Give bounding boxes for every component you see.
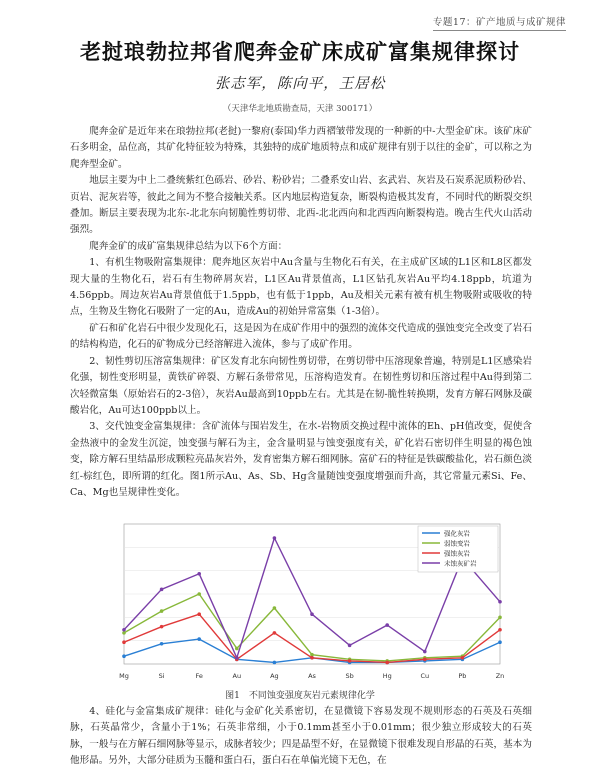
data-point — [348, 644, 352, 648]
element-line-chart — [110, 514, 510, 686]
data-point — [498, 640, 502, 644]
data-point — [122, 654, 126, 658]
figure-1 — [110, 514, 510, 686]
data-point — [197, 637, 201, 641]
data-point — [498, 600, 502, 604]
data-point — [273, 631, 277, 635]
data-point — [385, 661, 389, 665]
data-point — [385, 623, 389, 627]
data-point — [273, 661, 277, 665]
x-tick-label: Fe — [195, 672, 203, 680]
affiliation: （天津华北地质勘查局，天津 300171） — [222, 104, 378, 114]
paragraph: 1、有机生物吸附富集规律：爬奔地区灰岩中Au含量与生物化石有关，在主成矿区域的L1区和L8区都发现大量的生物化石，岩石有生物碎屑灰岩，L1区Au背景值高，L1区钻孔灰岩Au平均4.18ppb，坑道为4.56ppb。周边灰岩Au背景值低于1.5ppb，也有低于1ppb，Au及相关元素有被有机生物吸附或吸收的特点，生物及生物化石吸附了一定的Au，造成Au的初始异常富集（1-3倍）。 — [70, 257, 532, 318]
data-point — [160, 625, 164, 629]
paragraph: 地层主要为中上二叠统紫红色砾岩、砂岩、粉砂岩；二叠系安山岩、玄武岩、灰岩及石炭系泥质粉砂岩、页岩、泥灰岩等，彼此之间为不整合接触关系。区内地层构造复杂，断裂构造极其发育，不同时代的断裂交织叠加。断层主要表现为北东-北北东向韧脆性剪切带、北西-北北西向和北西西向断裂构造。晚古生代火山活动强烈。 — [70, 175, 532, 236]
x-tick-label: Zn — [495, 672, 505, 680]
x-tick-label: Cu — [420, 672, 430, 680]
x-tick-label: Ag — [270, 672, 279, 680]
paragraph: 爬奔金矿的成矿富集规律总结为以下6个方面： — [89, 240, 288, 252]
body-text — [70, 124, 532, 501]
data-point — [423, 650, 427, 654]
data-point — [273, 606, 277, 610]
running-head: 专题17：矿产地质与成矿规律 — [433, 14, 566, 31]
x-tick-label: As — [308, 672, 316, 680]
paragraph: 矿石和矿化岩石中很少发现化石，这是因为在成矿作用中的强烈的流体交代造成的强蚀变完全改变了岩石的结构构造，化石的矿物成分已经溶解进入流体，参与了成矿作用。 — [70, 322, 532, 351]
figure-caption: 图1 不同蚀变强度灰岩元素规律化学 — [225, 691, 375, 701]
legend-label: 未蚀灰矿岩 — [444, 559, 477, 568]
data-point — [310, 653, 314, 657]
data-point — [160, 588, 164, 592]
data-point — [423, 658, 427, 662]
data-point — [461, 656, 465, 660]
paragraph: 2、韧性剪切压溶富集规律：矿区发育北东向韧性剪切带，在剪切带中压溶现象普遍，特别是L1区感染岩化强，韧性变形明显，黄铁矿碎裂、方解石条带常见，压溶构造发育。在韧性剪切和压溶过程中Au得到第二次轻微富集（原始岩石的2-3倍），灰岩Au最高到10ppb左右。尤其是在韧-脆性转换期，发育方解石网脉及碳酸岩化，Au可达100ppb以上。 — [70, 355, 532, 416]
data-point — [160, 642, 164, 646]
legend-label: 弱蚀变岩 — [444, 539, 470, 548]
body-text-continued — [70, 704, 532, 770]
data-point — [310, 656, 314, 660]
legend-label: 强化灰岩 — [444, 529, 470, 538]
data-point — [160, 609, 164, 613]
x-tick-label: Au — [232, 672, 242, 680]
data-point — [197, 572, 201, 576]
paper-title: 老挝琅勃拉邦省爬奔金矿床成矿富集规律探讨 — [80, 40, 520, 64]
data-point — [235, 647, 239, 651]
data-point — [498, 616, 502, 620]
x-tick-label: Pb — [458, 672, 467, 680]
paragraph: 爬奔金矿是近年来在琅勃拉邦(老挝)一黎府(泰国)华力西褶皱带发现的一种新的中-大型金矿床。该矿床矿石多明金，品位高，其矿化特征较为特殊，其独特的成矿地质特点和成矿规律有别于以往的金矿，可以称之为爬奔型金矿。 — [70, 126, 532, 170]
x-tick-label: Hg — [382, 672, 392, 680]
x-tick-label: Sb — [345, 672, 354, 680]
data-point — [498, 628, 502, 632]
data-point — [197, 592, 201, 596]
data-point — [122, 631, 126, 635]
data-point — [310, 612, 314, 616]
data-point — [348, 659, 352, 663]
data-point — [197, 612, 201, 616]
paragraph: 4、硅化与金富集成矿规律：硅化与金矿化关系密切，在显微镜下容易发现不规则形态的石英及石英细脉，石英晶常少，含量小于1%；石英非常细，小于0.1mm甚至小于0.01mm；很少独立形成较大的石英脉，一般与在方解石细网脉等显示，成脉者较少；四是晶型不好，在显微镜下很难发现自形晶的石英，基本为他形晶。另外，大部分硅质为玉髓和蛋白石，蛋白石在单偏光镜下无色，在 — [70, 706, 532, 767]
x-tick-label: Mg — [119, 672, 129, 680]
data-point — [273, 536, 277, 540]
paragraph: 3、交代蚀变金富集规律：含矿流体与围岩发生，在水-岩物质交换过程中流体的Eh、pH值改变，促使含金热液中的金发生沉淀，蚀变强与解石为主，金含量明显与蚀变强度有关，矿化岩石密切伴生明显的褐色蚀变，除方解石里结晶形成颗粒亮晶灰岩外，发育密集方解石细网脉。富矿石的特征是铁碳酸盐化，岩石颜色淡红-棕红色，即所谓的红化。图1所示Au、As、Sb、Hg含量随蚀变强度增强而升高，其它常量元素Si、Fe、Ca、Mg也呈规律性变化。 — [70, 421, 532, 498]
legend-label: 强蚀灰岩 — [444, 549, 470, 558]
data-point — [122, 640, 126, 644]
authors: 张志军，陈向平，王居松 — [214, 76, 386, 92]
x-tick-label: Si — [158, 672, 165, 680]
data-point — [122, 628, 126, 632]
data-point — [235, 656, 239, 660]
